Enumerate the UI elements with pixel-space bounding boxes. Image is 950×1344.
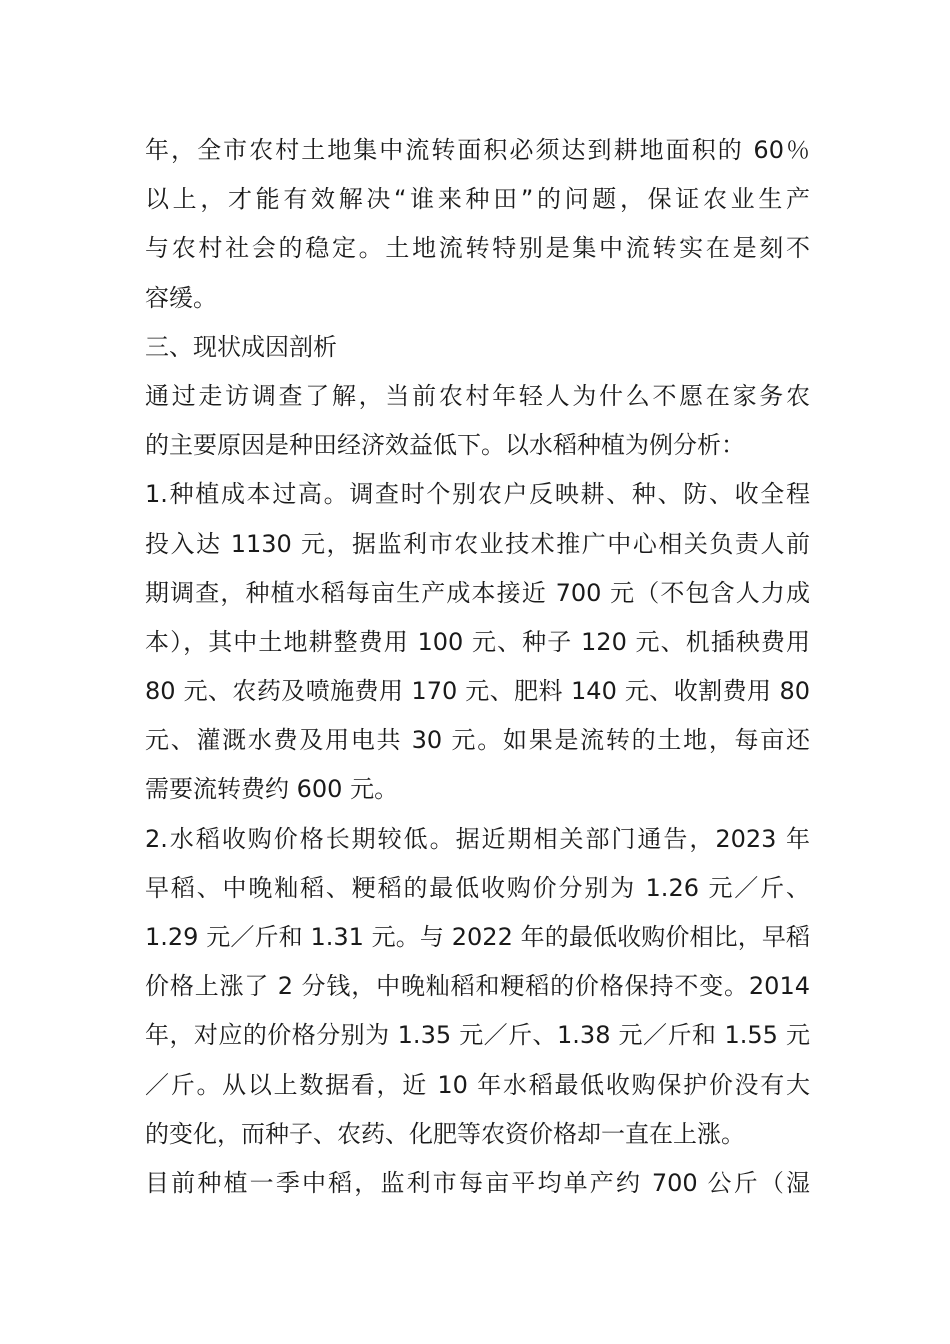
document-body bbox=[145, 126, 810, 1208]
text-line: 年，对应的价格分别为 1.35 元／斤、1.38 元／斤和 1.55 元 bbox=[145, 1021, 810, 1050]
paragraph-point-2-price bbox=[145, 815, 810, 1209]
text-line: 早稻、中晚籼稻、粳稻的最低收购价分别为 1.26 元／斤、 bbox=[145, 873, 810, 902]
text-line: 的主要原因是种田经济效益低下。以水稻种植为例分析： bbox=[145, 431, 745, 460]
text-line: 元、灌溉水费及用电共 30 元。如果是流转的土地，每亩还 bbox=[145, 726, 810, 755]
text-line: 期调查，种植水稻每亩生产成本接近 700 元（不包含人力成 bbox=[145, 578, 810, 607]
text-line: 以上，才能有效解决“谁来种田”的问题，保证农业生产 bbox=[145, 185, 810, 214]
text-line: 80 元、农药及喷施费用 170 元、肥料 140 元、收割费用 80 bbox=[145, 677, 810, 706]
text-line: 目前种植一季中稻，监利市每亩平均单产约 700 公斤（湿 bbox=[145, 1168, 810, 1197]
text-line: 投入达 1130 元，据监利市农业技术推广中心相关负责人前 bbox=[145, 529, 810, 558]
text-line: ／斤。从以上数据看，近 10 年水稻最低收购保护价没有大 bbox=[145, 1070, 810, 1099]
text-line: 本），其中土地耕整费用 100 元、种子 120 元、机插秧费用 bbox=[145, 627, 810, 656]
text-line: 通过走访调查了解，当前农村年轻人为什么不愿在家务农 bbox=[145, 381, 810, 410]
text-line: 的变化，而种子、农药、化肥等农资价格却一直在上涨。 bbox=[145, 1119, 745, 1148]
text-line: 2.水稻收购价格长期较低。据近期相关部门通告，2023 年 bbox=[145, 824, 810, 853]
section-heading-text: 三、现状成因剖析 bbox=[145, 332, 337, 361]
paragraph-survey-summary bbox=[145, 372, 810, 470]
text-line: 与农村社会的稳定。土地流转特别是集中流转实在是刻不 bbox=[145, 234, 810, 263]
text-line: 需要流转费约 600 元。 bbox=[145, 775, 399, 804]
text-line: 价格上涨了 2 分钱，中晚籼稻和粳稻的价格保持不变。2014 bbox=[145, 972, 810, 1001]
text-line: 容缓。 bbox=[145, 283, 217, 312]
section-heading bbox=[145, 323, 810, 372]
text-line: 1.种植成本过高。调查时个别农户反映耕、种、防、收全程 bbox=[145, 480, 810, 509]
text-line: 年，全市农村土地集中流转面积必须达到耕地面积的 60％ bbox=[145, 136, 810, 164]
text-line: 1.29 元／斤和 1.31 元。与 2022 年的最低收购价相比，早稻 bbox=[145, 923, 810, 951]
paragraph-intro-conclusion bbox=[145, 126, 810, 323]
paragraph-point-1-cost bbox=[145, 470, 810, 814]
